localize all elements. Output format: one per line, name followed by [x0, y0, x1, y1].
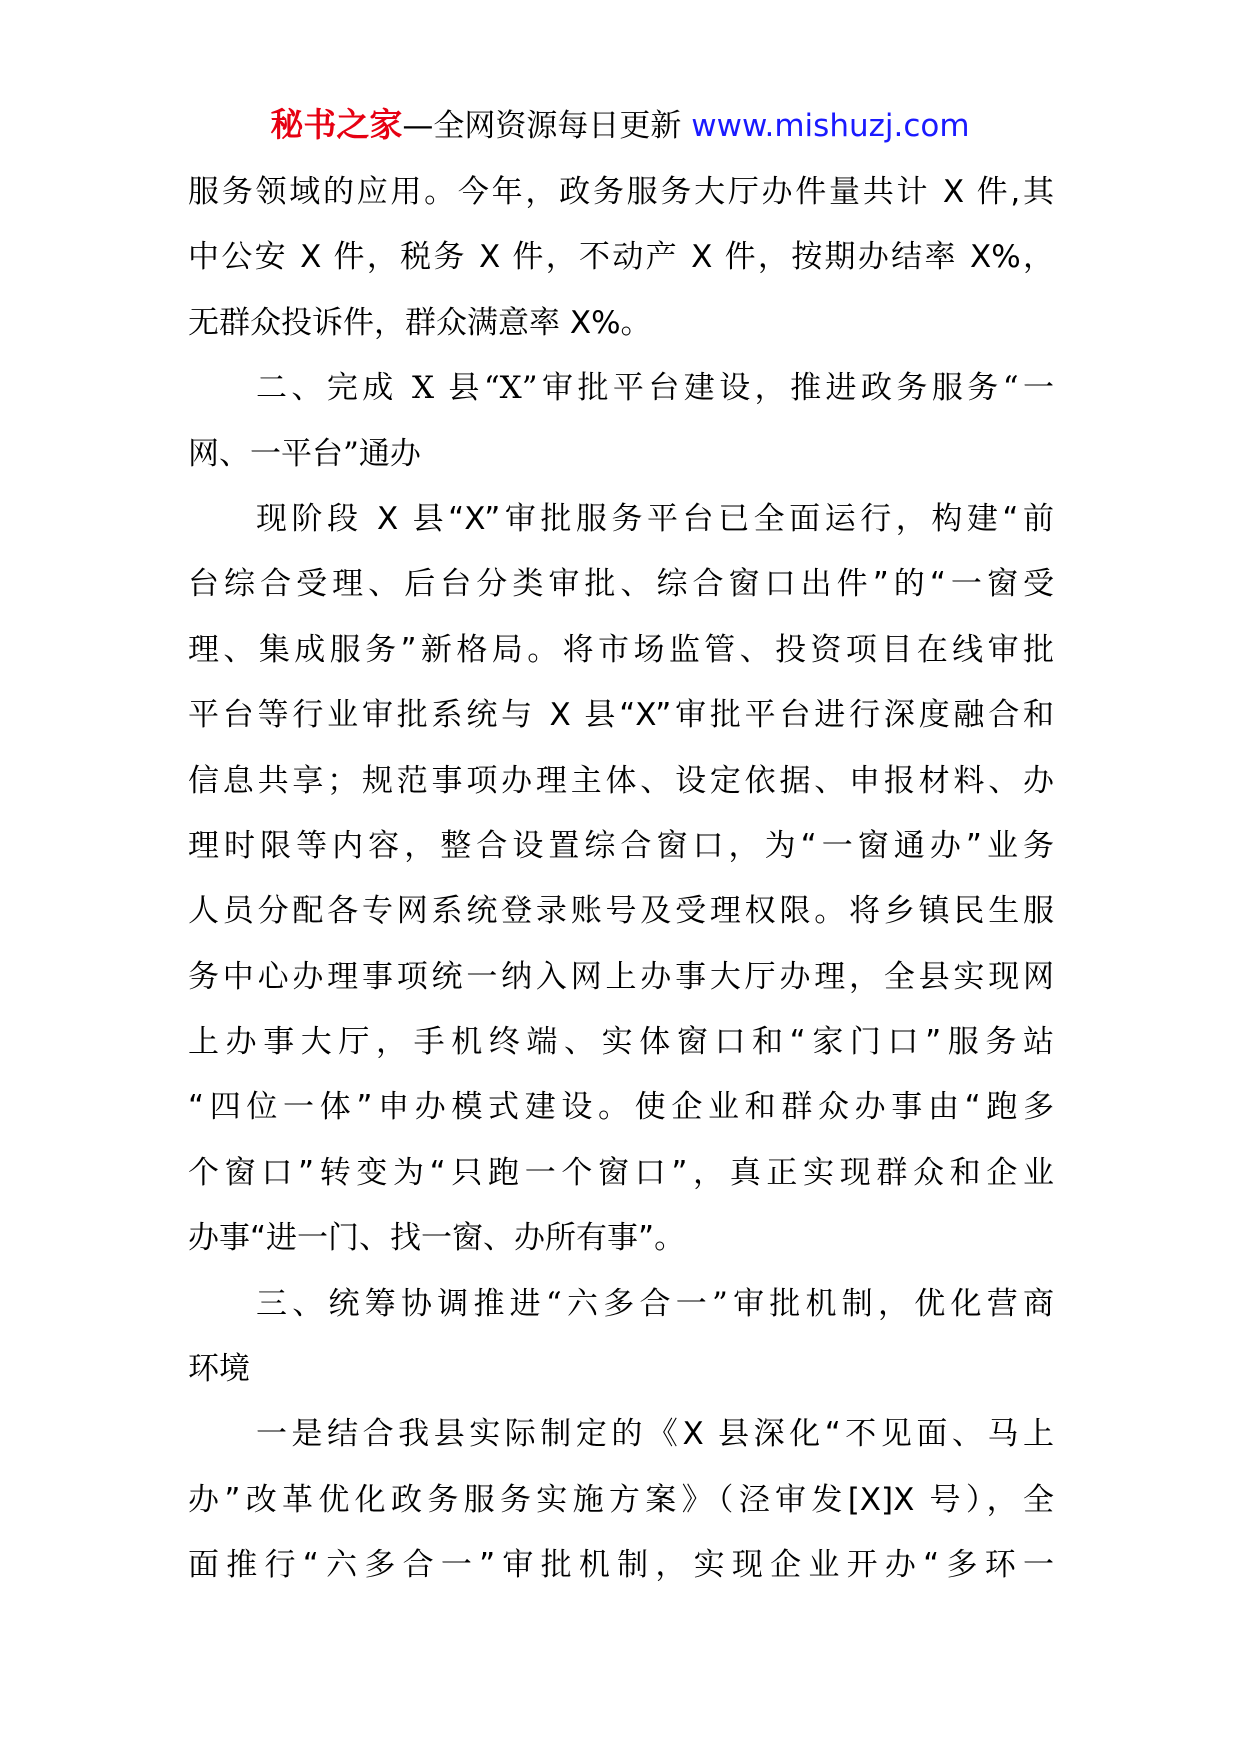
text-line: 务中心办理事项统一纳入网上办事大厅办理，全县实现网: [188, 958, 1054, 995]
text-line: 信息共享；规范事项办理主体、设定依据、申报材料、办: [188, 762, 1054, 799]
text-line: 理时限等内容，整合设置综合窗口，为“一窗通办”业务: [188, 827, 1054, 864]
brand-name: 秘书之家: [270, 105, 403, 144]
site-header: [0, 103, 1240, 148]
section-heading-2: 二、完成 X 县“X”审批平台建设，推进政务服务“一: [256, 370, 1054, 407]
text-line: 面推行“六多合一”审批机制，实现企业开办“多环一: [188, 1547, 1054, 1584]
section-heading-3: 三、统筹协调推进“六多合一”审批机制，优化营商: [256, 1285, 1054, 1322]
text-line: 一是结合我县实际制定的《X 县深化“不见面、马上: [256, 1416, 1054, 1453]
site-url-link[interactable]: www.mishuzj.com: [691, 108, 970, 144]
document-body: [188, 160, 1054, 1599]
section-heading-3-cont: 环境: [188, 1351, 250, 1388]
text-line: 办”改革优化政务服务实施方案》（泾审发[X]X 号），全: [188, 1481, 1054, 1518]
header-tagline: —全网资源每日更新: [402, 108, 692, 144]
text-line: 现阶段 X 县“X”审批服务平台已全面运行，构建“前: [256, 500, 1054, 537]
text-line: 平台等行业审批系统与 X 县“X”审批平台进行深度融合和: [188, 697, 1054, 734]
text-line: 理、集成服务”新格局。将市场监管、投资项目在线审批: [188, 631, 1054, 668]
text-line: 无群众投诉件，群众满意率 X%。: [188, 304, 652, 341]
text-line: “四位一体”申办模式建设。使企业和群众办事由“跑多: [188, 1089, 1054, 1126]
text-line: 服务领域的应用。今年，政务服务大厅办件量共计 X 件,其: [188, 174, 1054, 210]
text-line: 人员分配各专网系统登录账号及受理权限。将乡镇民生服: [188, 893, 1054, 930]
text-line: 中公安 X 件，税务 X 件，不动产 X 件，按期办结率 X%，: [188, 239, 1054, 276]
section-heading-2-cont: 网、一平台”通办: [188, 435, 421, 472]
text-line: 办事“进一门、找一窗、办所有事”。: [188, 1220, 686, 1257]
text-line: 上办事大厅，手机终端、实体窗口和“家门口”服务站: [188, 1024, 1054, 1061]
text-line: 个窗口”转变为“只跑一个窗口”，真正实现群众和企业: [188, 1154, 1054, 1191]
text-line: 台综合受理、后台分类审批、综合窗口出件”的“一窗受: [188, 566, 1054, 603]
